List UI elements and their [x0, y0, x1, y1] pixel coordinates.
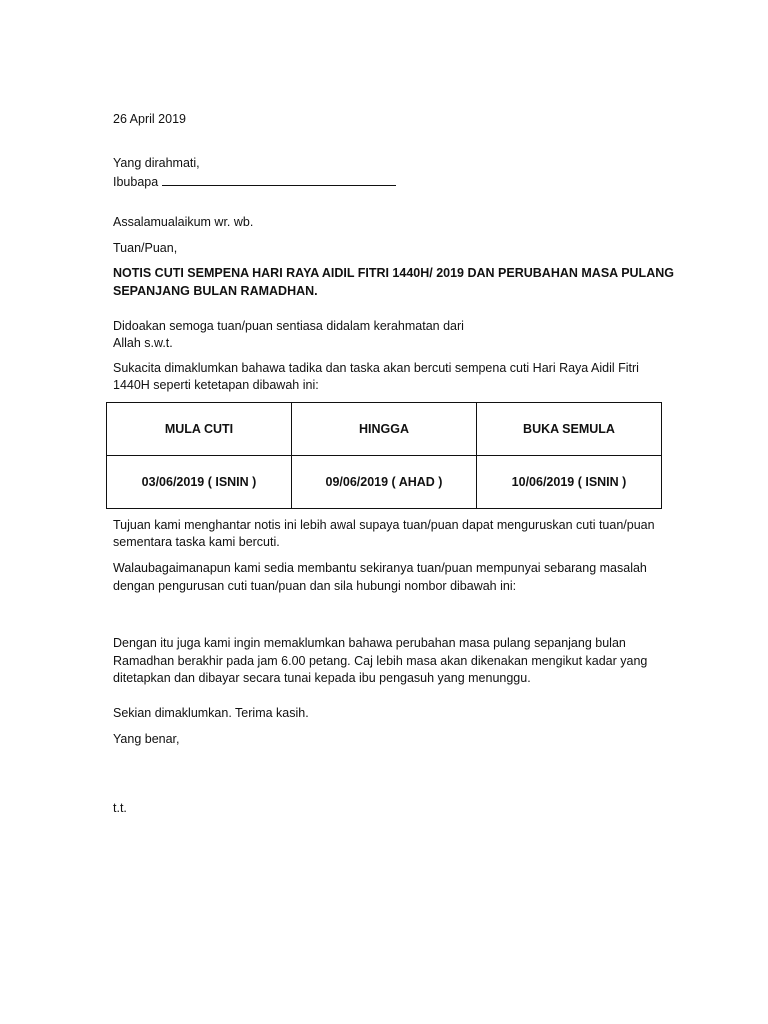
leave-dates-table: [106, 402, 662, 509]
table-header-cell: MULA CUTI: [107, 403, 292, 456]
table-cell: 09/06/2019 ( AHAD ): [292, 456, 477, 509]
paragraph-1-line-1: Didoakan semoga tuan/puan sentiasa didalam kerahmatan dari: [113, 319, 464, 333]
letter-date: 26 April 2019: [113, 112, 186, 126]
paragraph-4-line-1: Walaubagaimanapun kami sedia membantu sekiranya tuan/puan mempunyai sebarang masalah: [113, 561, 647, 575]
paragraph-5-line-2: Ramadhan berakhir pada jam 6.00 petang. Caj lebih masa akan dikenakan mengikut kadar yang: [113, 654, 648, 668]
paragraph-3-line-2: sementara taska kami bercuti.: [113, 535, 280, 549]
salutation: Tuan/Puan,: [113, 241, 178, 255]
table-cell: 03/06/2019 ( ISNIN ): [107, 456, 292, 509]
table-cell: 10/06/2019 ( ISNIN ): [477, 456, 662, 509]
paragraph-2-line-2: 1440H seperti ketetapan dibawah ini:: [113, 378, 319, 392]
greeting: Assalamualaikum wr. wb.: [113, 215, 254, 229]
closing-line: Sekian dimaklumkan. Terima kasih.: [113, 706, 309, 720]
table-row: [107, 456, 662, 509]
table-header-cell: BUKA SEMULA: [477, 403, 662, 456]
table-header-cell: HINGGA: [292, 403, 477, 456]
recipient-line-2: [113, 172, 396, 191]
subject-line-2: SEPANJANG BULAN RAMADHAN.: [113, 284, 318, 298]
paragraph-4-line-2: dengan pengurusan cuti tuan/puan dan sila hubungi nombor dibawah ini:: [113, 579, 517, 593]
paragraph-5-line-1: Dengan itu juga kami ingin memaklumkan bahawa perubahan masa pulang sepanjang bulan: [113, 636, 626, 650]
recipient-line-1: Yang dirahmati,: [113, 156, 200, 170]
paragraph-3-line-1: Tujuan kami menghantar notis ini lebih awal supaya tuan/puan dapat menguruskan cuti tuan/puan: [113, 518, 655, 532]
recipient-label: Ibubapa: [113, 175, 159, 189]
paragraph-1-line-2: Allah s.w.t.: [113, 336, 173, 350]
table-header-row: [107, 403, 662, 456]
sign-off: Yang benar,: [113, 732, 180, 746]
paragraph-2-line-1: Sukacita dimaklumkan bahawa tadika dan taska akan bercuti sempena cuti Hari Raya Aidil Fitri: [113, 361, 639, 375]
paragraph-5-line-3: ditetapkan dan dibayar secara tunai kepada ibu pengasuh yang menunggu.: [113, 671, 531, 685]
subject-line-1: NOTIS CUTI SEMPENA HARI RAYA AIDIL FITRI 1440H/ 2019 DAN PERUBAHAN MASA PULANG: [113, 266, 674, 280]
signature: t.t.: [113, 801, 127, 815]
recipient-name-blank: [162, 172, 396, 186]
